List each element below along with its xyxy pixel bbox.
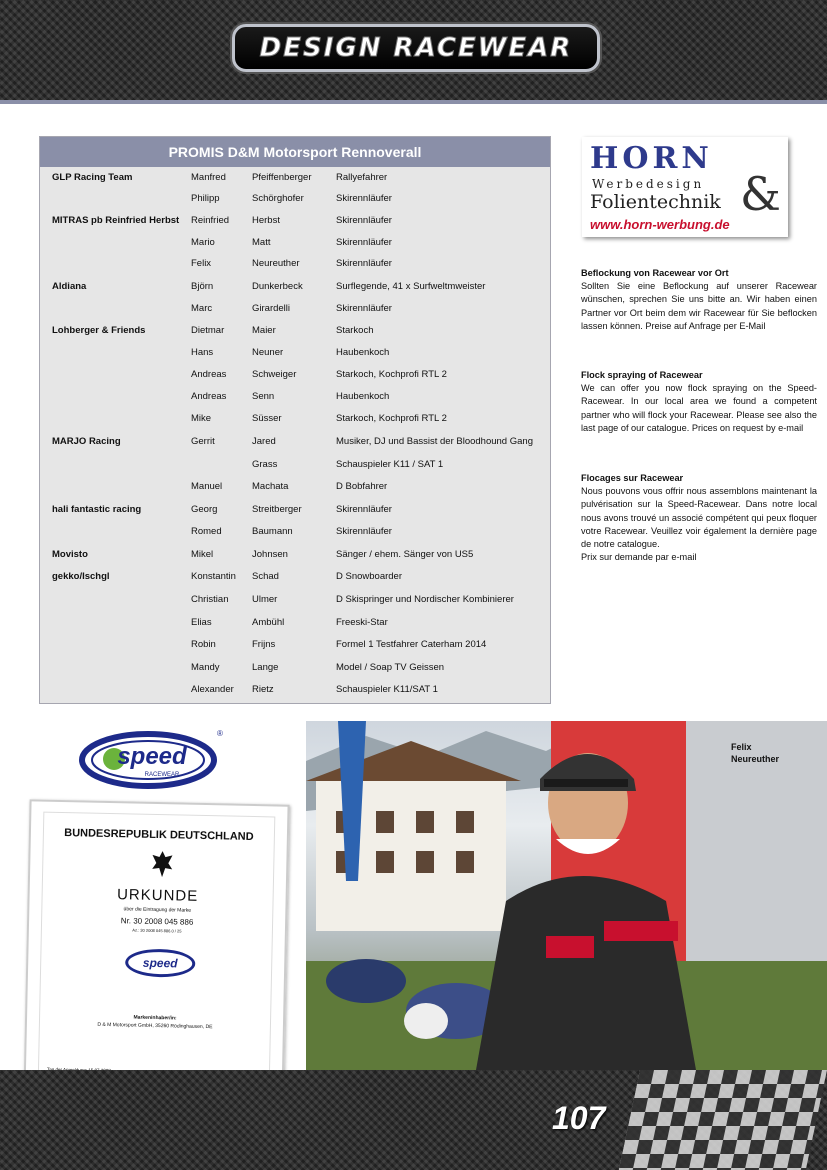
table-cell-team: Lohberger & Friends — [52, 325, 146, 336]
table-cell-role: Formel 1 Testfahrer Caterham 2014 — [336, 639, 487, 650]
table-cell-last-name: Grass — [252, 459, 278, 470]
table-cell-first-name: Gerrit — [191, 436, 215, 447]
table-cell-last-name: Süsser — [252, 413, 282, 424]
table-cell-first-name: Reinfried — [191, 215, 230, 226]
table-cell-first-name: Marc — [191, 303, 213, 314]
photo-caption — [731, 741, 791, 765]
table-cell-first-name: Andreas — [191, 391, 227, 402]
brand-badge — [232, 24, 600, 72]
table-cell-first-name: Mikel — [191, 549, 214, 560]
table-cell-last-name: Ambühl — [252, 617, 285, 628]
table-cell-first-name: Robin — [191, 639, 216, 650]
table-cell-last-name: Frijns — [252, 639, 276, 650]
photo-caption-text: Felix Neureuther — [731, 742, 780, 764]
table-cell-first-name: Elias — [191, 617, 212, 628]
cert-az: Az.: 30 2008 045 886.0 / 25 — [132, 927, 182, 934]
table-cell-first-name: Björn — [191, 281, 214, 292]
table-cell-first-name: Manuel — [191, 481, 223, 492]
table-cell-first-name: Mandy — [191, 662, 220, 673]
table-cell-last-name: Neureuther — [252, 258, 300, 269]
table-cell-role: Schauspieler K11 / SAT 1 — [336, 459, 444, 470]
speed-racewear-logo — [78, 726, 226, 790]
table-cell-role: Skirennläufer — [336, 258, 392, 269]
table-cell-role: Skirennläufer — [336, 215, 392, 226]
table-cell-first-name: Hans — [191, 347, 214, 358]
checkered-flag-graphic — [619, 1070, 827, 1170]
table-cell-last-name: Rietz — [252, 684, 274, 695]
table-cell-role: Skirennläufer — [336, 504, 392, 515]
table-cell-last-name: Lange — [252, 662, 279, 673]
info-german-body: Sollten Sie eine Beflockung auf unserer Racewear wünschen, sprechen Sie uns bitte an. Wir haben einen Partner vor Ort beim dem wir Racewear für Sie beflocken lassen können. Preise auf Anfrage per E-Mail — [581, 281, 817, 331]
table-cell-first-name: Alexander — [191, 684, 234, 695]
table-cell-last-name: Maier — [252, 325, 276, 336]
info-english-body: We can offer you now flock spraying on the Speed-Racewear. In our local area we found a competent partner who will flock your Racewear. Please see also the last page of our catalogue. Prices on request by e-mail — [581, 383, 817, 433]
table-cell-role: Starkoch, Kochprofi RTL 2 — [336, 413, 447, 424]
table-cell-role: Skirennläufer — [336, 237, 392, 248]
table-cell-role: Skirennläufer — [336, 303, 392, 314]
table-cell-team: gekko/Ischgl — [52, 571, 110, 582]
table-cell-last-name: Neuner — [252, 347, 284, 358]
horn-logo-sub1: Werbedesign — [592, 177, 705, 191]
info-french — [581, 472, 817, 564]
table-cell-first-name: Mario — [191, 237, 215, 248]
table-cell-last-name: Matt — [252, 237, 271, 248]
table-cell-role: Skirennläufer — [336, 526, 392, 537]
cert-holder-label: Markeninhaber/in: — [133, 1014, 177, 1022]
info-french-title: Flocages sur Racewear — [581, 473, 684, 483]
table-cell-role: Musiker, DJ und Bassist der Bloodhound Gang — [336, 436, 533, 447]
table-cell-role: D Skispringer und Nordischer Kombinierer — [336, 594, 514, 605]
table-cell-role: Model / Soap TV Geissen — [336, 662, 445, 673]
page-number: 107 — [552, 1100, 606, 1136]
promis-table — [39, 136, 551, 704]
table-cell-last-name: Johnsen — [252, 549, 288, 560]
table-cell-last-name: Jared — [252, 436, 276, 447]
table-cell-first-name: Dietmar — [191, 325, 225, 336]
table-cell-first-name: Georg — [191, 504, 218, 515]
cert-country: BUNDESREPUBLIK DEUTSCHLAND — [64, 827, 254, 844]
table-cell-role: Rallyefahrer — [336, 172, 388, 183]
info-german — [581, 267, 817, 333]
table-cell-role: D Bobfahrer — [336, 481, 388, 492]
info-french-extra: Prix sur demande par e-mail — [581, 552, 697, 563]
horn-logo-sub2: Folientechnik — [590, 191, 721, 213]
cert-subtitle: über die Eintragung der Marke — [123, 906, 192, 914]
horn-logo-url: www.horn-werbung.de — [590, 217, 730, 232]
table-cell-last-name: Pfeiffenberger — [252, 172, 312, 183]
table-cell-team: Movisto — [52, 549, 88, 560]
cert-holder: D & M Motorsport GmbH, 35260 Rödinghausen, DE — [97, 1021, 213, 1031]
info-french-body: Nous pouvons vous offrir nous assemblons maintenant la pulvérisation sur la Speed-Racewear. Dans notre local nous avons trouvé un associé compétent qui peux floquer votre Racewear. Veuillez voir également la dernière page de notre catalogue. — [581, 486, 817, 550]
table-cell-role: Starkoch, Kochprofi RTL 2 — [336, 369, 447, 380]
horn-logo-word: HORN — [590, 141, 713, 176]
eagle-emblem-icon — [150, 849, 175, 879]
table-cell-role: Haubenkoch — [336, 347, 390, 358]
speed-logo-mark: ® — [217, 729, 223, 738]
cert-speed-logo — [125, 948, 196, 977]
table-cell-first-name: Romed — [191, 526, 222, 537]
table-cell-last-name: Girardelli — [252, 303, 291, 314]
table-title: PROMIS D&M Motorsport Rennoverall — [40, 137, 550, 167]
table-cell-role: D Snowboarder — [336, 571, 403, 582]
brand-title: DESIGN RACEWEAR — [259, 33, 573, 63]
table-cell-role: Sänger / ehem. Sänger von US5 — [336, 549, 474, 560]
table-cell-first-name: Christian — [191, 594, 229, 605]
table-cell-last-name: Schad — [252, 571, 279, 582]
table-cell-last-name: Ulmer — [252, 594, 278, 605]
table-cell-role: Surflegende, 41 x Surfweltmweister — [336, 281, 486, 292]
table-cell-last-name: Senn — [252, 391, 275, 402]
header-divider — [0, 100, 827, 104]
table-cell-first-name: Andreas — [191, 369, 227, 380]
table-cell-first-name: Konstantin — [191, 571, 236, 582]
table-cell-last-name: Streitberger — [252, 504, 302, 515]
table-cell-first-name: Felix — [191, 258, 212, 269]
table-cell-last-name: Herbst — [252, 215, 280, 226]
table-cell-last-name: Machata — [252, 481, 289, 492]
table-cell-role: Haubenkoch — [336, 391, 390, 402]
horn-logo-ampersand: & — [740, 167, 781, 221]
cert-title: URKUNDE — [116, 886, 199, 905]
horn-werbung-logo — [582, 137, 788, 237]
table-cell-last-name: Schörghofer — [252, 193, 304, 204]
table-cell-team: hali fantastic racing — [52, 504, 142, 515]
table-cell-role: Schauspieler K11/SAT 1 — [336, 684, 438, 695]
speed-logo-sub: RACEWEAR — [144, 772, 180, 778]
table-cell-team: GLP Racing Team — [52, 172, 133, 183]
table-cell-role: Freeski-Star — [336, 617, 388, 628]
table-cell-first-name: Philipp — [191, 193, 220, 204]
table-cell-team: MARJO Racing — [52, 436, 121, 447]
info-german-title: Beflockung von Racewear vor Ort — [581, 268, 729, 278]
table-cell-last-name: Dunkerbeck — [252, 281, 303, 292]
table-cell-team: Aldiana — [52, 281, 87, 292]
header-banner — [0, 0, 827, 100]
photo-illustration — [306, 721, 827, 1070]
table-cell-last-name: Schweiger — [252, 369, 297, 380]
table-cell-last-name: Baumann — [252, 526, 293, 537]
table-cell-first-name: Manfred — [191, 172, 226, 183]
cert-speed-logo-text: speed — [142, 955, 178, 971]
table-cell-role: Skirennläufer — [336, 193, 392, 204]
info-english — [581, 369, 817, 435]
speed-logo-text: speed — [117, 743, 187, 770]
table-cell-team: MITRAS pb Reinfried Herbst — [52, 215, 180, 226]
table-cell-first-name: Mike — [191, 413, 212, 424]
cert-number: Nr. 30 2008 045 886 — [120, 916, 194, 927]
table-cell-role: Starkoch — [336, 325, 374, 336]
felix-neureuther-photo — [306, 721, 827, 1070]
info-english-title: Flock spraying of Racewear — [581, 370, 703, 380]
